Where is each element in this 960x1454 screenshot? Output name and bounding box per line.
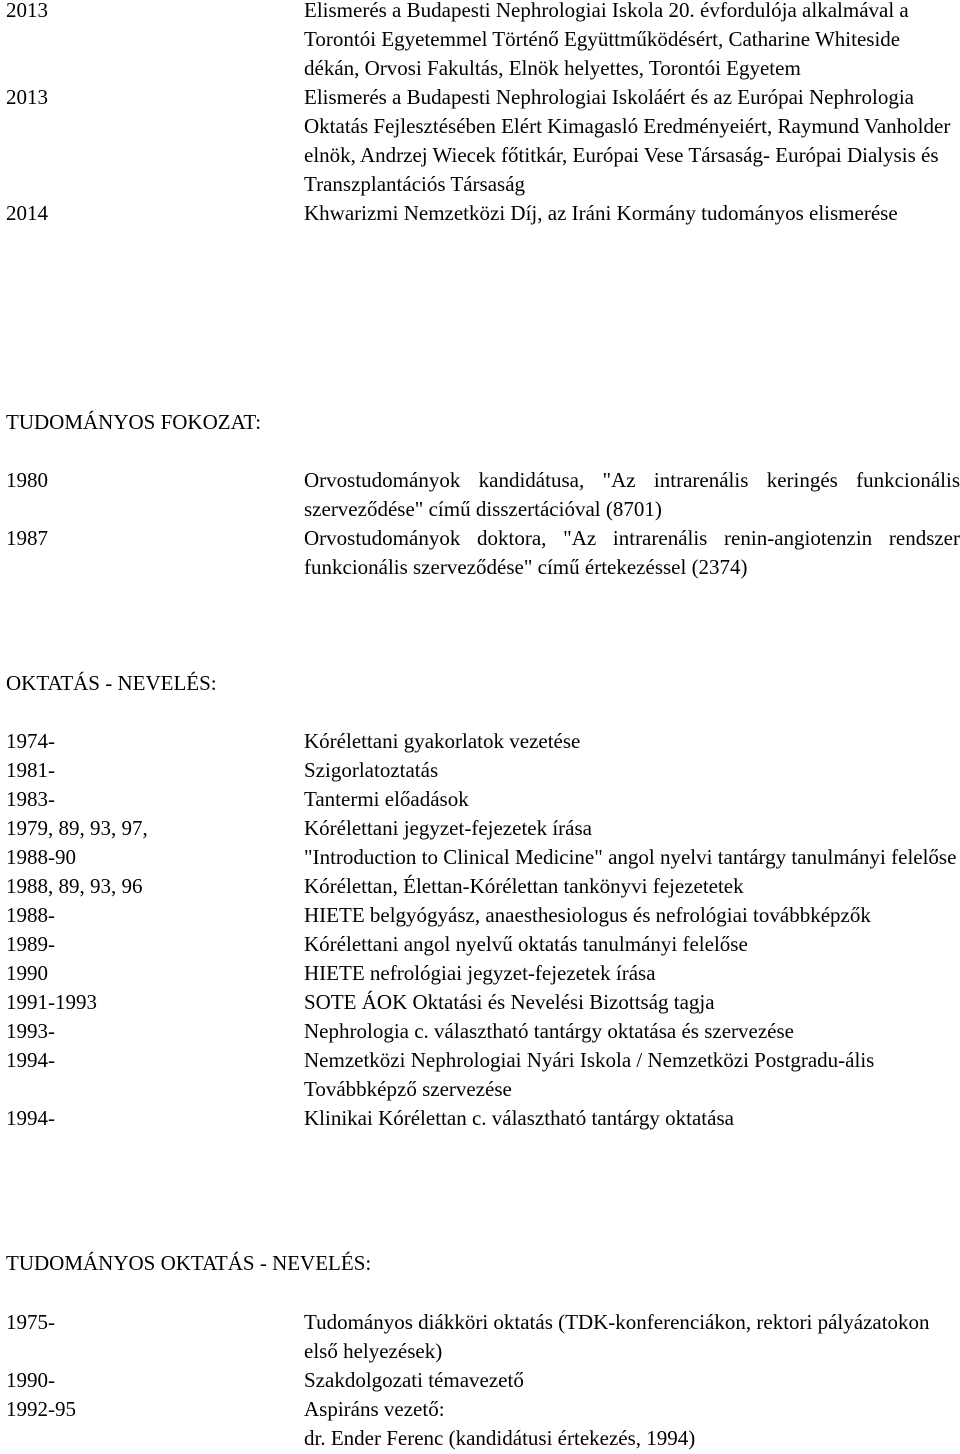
list-item: [6, 756, 960, 785]
list-item: [6, 0, 960, 83]
section-heading-degree: TUDOMÁNYOS FOKOZAT:: [6, 410, 262, 434]
list-item: [6, 1395, 960, 1424]
item-year: 1988-: [6, 903, 55, 927]
item-text: Klinikai Kórélettan c. választható tantárgy oktatása: [304, 1106, 734, 1130]
item-year: 1993-: [6, 1019, 55, 1043]
item-year: 1979, 89, 93, 97,: [6, 816, 148, 840]
item-text: "Introduction to Clinical Medicine" angol nyelvi tantárgy tanulmányi felelőse: [304, 845, 957, 869]
item-text: Nemzetközi Nephrologiai Nyári Iskola / Nemzetközi Postgradu-ális Továbbképző szervezése: [304, 1048, 875, 1101]
item-year: 1989-: [6, 932, 55, 956]
item-text: Elismerés a Budapesti Nephrologiai Iskoláért és az Európai Nephrologia Oktatás Fejlesztésében Elért Kimagasló Eredményeiért, Raymund Vanholder elnök, Andrzej Wiecek főtitkár, Európai Vese Társaság- Európai Dialysis és Transzplantációs Társaság: [304, 85, 951, 196]
list-item: [6, 814, 960, 843]
list-item: [6, 466, 960, 524]
item-text: Orvostudományok kandidátusa, "Az intrarenális keringés funkcionális szerveződése" című disszertációval (8701): [304, 468, 960, 521]
item-year: 1980: [6, 468, 48, 492]
item-text: Orvostudományok doktora, "Az intrarenális renin-angiotenzin rendszer funkcionális szerveződése" című értekezéssel (2374): [304, 526, 960, 579]
item-text: Aspiráns vezető:: [304, 1397, 445, 1421]
item-year: 1983-: [6, 787, 55, 811]
list-item: [6, 1017, 960, 1046]
item-text: Kórélettani angol nyelvű oktatás tanulmányi felelőse: [304, 932, 748, 956]
item-text: Szigorlatoztatás: [304, 758, 439, 782]
list-item: [6, 83, 960, 199]
item-text: Kórélettani jegyzet-fejezetek írása: [304, 816, 592, 840]
item-year: 1992-95: [6, 1397, 76, 1421]
item-text: HIETE belgyógyász, anaesthesiologus és nefrológiai továbbképzők: [304, 903, 871, 927]
list-item: [6, 930, 960, 959]
item-year: 1975-: [6, 1310, 55, 1334]
list-item: [6, 524, 960, 582]
list-item: [6, 901, 960, 930]
teaching-list: [6, 727, 960, 1133]
list-item: [6, 1366, 960, 1395]
list-item: [6, 1424, 960, 1453]
list-item: [6, 1046, 960, 1104]
item-year: 1988, 89, 93, 96: [6, 874, 143, 898]
item-text: Szakdolgozati témavezető: [304, 1368, 524, 1392]
list-item: [6, 727, 960, 756]
item-year: 1981-: [6, 758, 55, 782]
section-heading-teaching: OKTATÁS - NEVELÉS:: [6, 671, 217, 695]
item-text: Elismerés a Budapesti Nephrologiai Iskola 20. évfordulója alkalmával a Torontói Egyetemmel Történő Együttműködésért, Catharine Whiteside dékán, Orvosi Fakultás, Elnök helyettes, Torontói Egyetem: [304, 0, 909, 80]
item-year: 2013: [6, 85, 48, 109]
item-year: 1994-: [6, 1048, 55, 1072]
list-item: [6, 988, 960, 1017]
item-year: 1988-90: [6, 845, 76, 869]
list-item: [6, 1104, 960, 1133]
item-year: 1987: [6, 526, 48, 550]
item-year: 1994-: [6, 1106, 55, 1130]
item-text: SOTE ÁOK Oktatási és Nevelési Bizottság tagja: [304, 990, 715, 1014]
item-year: 1991-1993: [6, 990, 97, 1014]
item-text: dr. Ender Ferenc (kandidátusi értekezés, 1994): [304, 1426, 696, 1450]
list-item: [6, 843, 960, 872]
list-item: [6, 959, 960, 988]
awards-list: [6, 0, 960, 228]
item-year: 2014: [6, 201, 48, 225]
section-heading-scientific-teaching: TUDOMÁNYOS OKTATÁS - NEVELÉS:: [6, 1251, 372, 1275]
list-item: [6, 872, 960, 901]
item-year: 1990: [6, 961, 48, 985]
item-year: 2013: [6, 0, 48, 22]
item-text: HIETE nefrológiai jegyzet-fejezetek írása: [304, 961, 656, 985]
list-item: [6, 1308, 960, 1366]
item-year: 1974-: [6, 729, 55, 753]
item-text: Tudományos diákköri oktatás (TDK-konferenciákon, rektori pályázatokon első helyezések): [304, 1310, 930, 1363]
item-text: Kórélettan, Élettan-Kórélettan tankönyvi fejezetetek: [304, 874, 744, 898]
list-item: [6, 785, 960, 814]
scientific-teaching-list: [6, 1308, 960, 1453]
item-year: 1990-: [6, 1368, 55, 1392]
item-text: Khwarizmi Nemzetközi Díj, az Iráni Kormány tudományos elismerése: [304, 201, 898, 225]
item-text: Kórélettani gyakorlatok vezetése: [304, 729, 581, 753]
list-item: [6, 199, 960, 228]
item-text: Nephrologia c. választható tantárgy oktatása és szervezése: [304, 1019, 794, 1043]
item-text: Tantermi előadások: [304, 787, 469, 811]
degree-list: [6, 466, 960, 582]
